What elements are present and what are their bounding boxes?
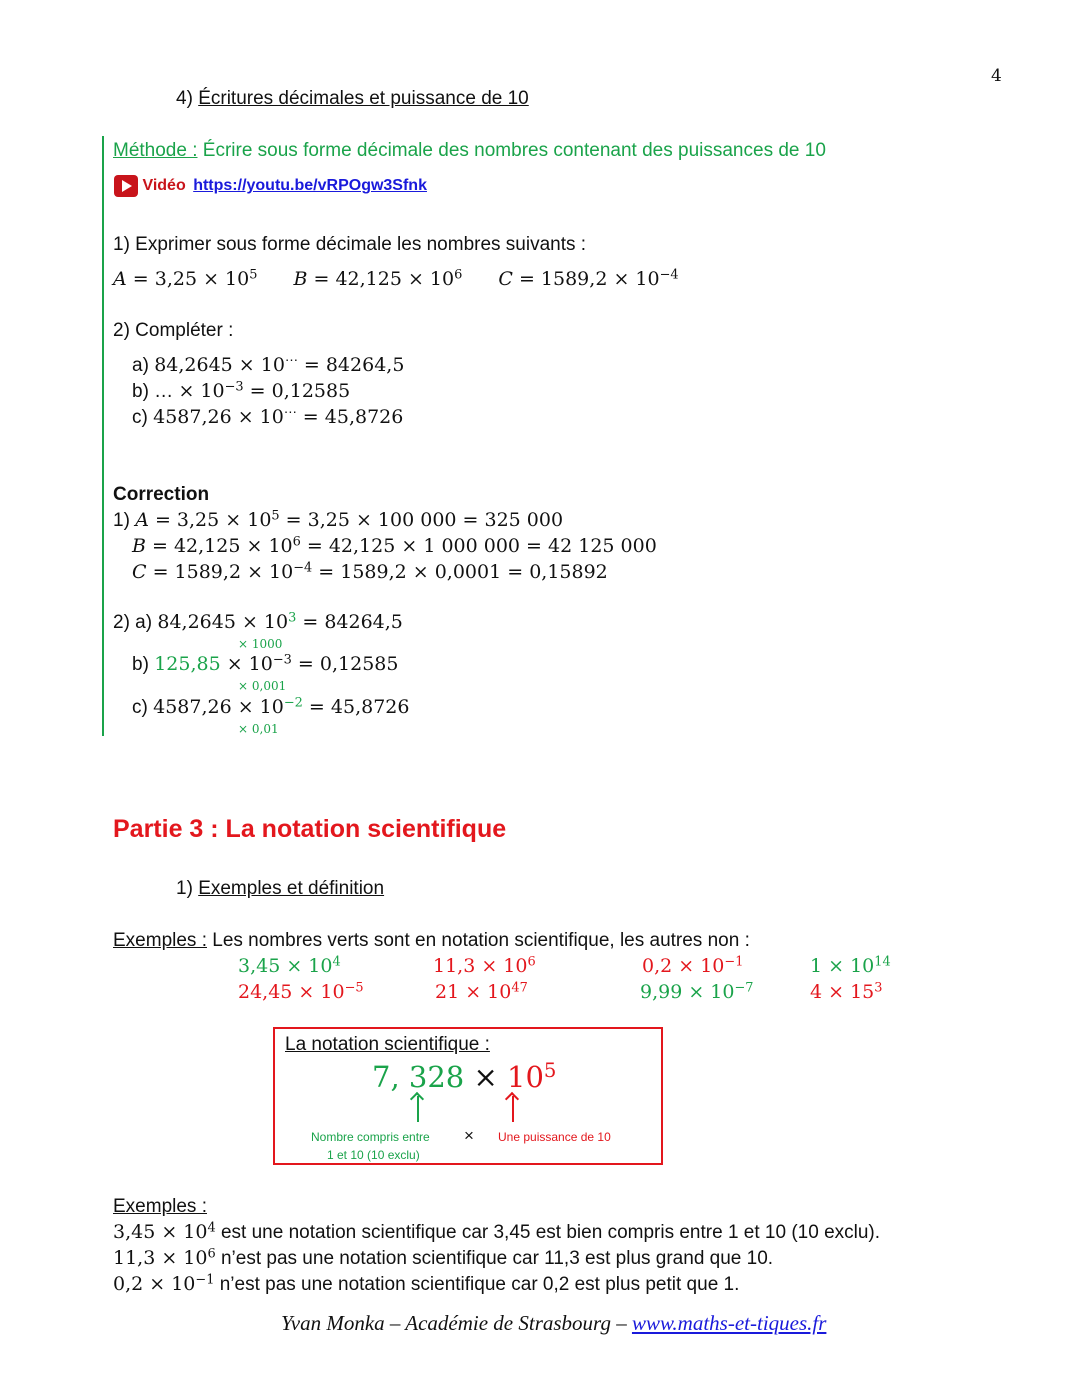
examples2-line-2-text: n’est pas une notation scientifique car 11,3 est plus grand que 10. [215,1248,774,1269]
section-heading [176,88,529,110]
video-label: Vidéo [142,177,186,195]
examples-text: Les nombres verts sont en notation scientifique, les autres non : [206,930,750,951]
example-2: $11,3 \times 10^6$ [433,954,536,977]
question-1: 1) Exprimer sous forme décimale les nombres suivants : [113,234,587,255]
example-1: $3,45 \times 10^4$ [238,954,341,977]
example-7: $9,99 \times 10^{-7}$ [640,980,754,1003]
expressions-abc: $A = 3,25 \times 10^5$ $B = 42,125 \times 10^6$ $C = 1589,2 \times 10^{-4}$ [113,267,679,290]
examples2-line-1-text: est une notation scientifique car 3,45 est bien compris entre 1 et 10 (10 exclu). [215,1222,881,1243]
complete-b: b) … × $10^{-3} = 0,12585$ [132,379,351,402]
correction-a: 1) $A = 3,25 \times 10^5 = 3,25 \times 100$ 000 = 325 000 [113,508,564,531]
play-icon[interactable] [114,175,138,197]
hint-0001: × 0,001 [238,679,287,693]
subsection-title: Exemples et définition [198,878,385,899]
box-label-right: Une puissance de 10 [498,1130,611,1144]
method-label: Méthode : [113,140,198,161]
box-title: La notation scientifique : [285,1034,490,1055]
examples-label: Exemples : [113,930,207,951]
hint-1000: × 1000 [238,637,283,651]
example-5: $24,45 \times 10^{-5}$ [238,980,364,1003]
subsection-heading [176,878,384,900]
box-mantissa: 7, 328 [372,1060,465,1094]
examples2-line-3-text: n’est pas une notation scientifique car 0,2 est plus petit que 1. [214,1274,740,1295]
example-4: $1 \times 10^{14}$ [810,954,891,977]
box-label-left-2: 1 et 10 (10 exclu) [327,1148,420,1162]
video-row [114,175,427,197]
page-number: 4 [991,66,1002,86]
video-link[interactable]: https://youtu.be/vRPOgw3Sfnk [193,177,427,195]
box-label-left-1: Nombre compris entre [311,1130,430,1144]
method-title: Écrire sous forme décimale des nombres contenant des puissances de 10 [197,140,826,161]
box-power [507,1060,556,1094]
correction-c: $C = 1589,2 \times 10^{-4} = 1589,2 \times 0,0001 = 0,15892$ [132,560,608,583]
examples2-line-3: $0,2 \times 10^{-1}$ n’est pas une notation scientifique car 0,2 est plus petit que 1. [113,1272,740,1295]
correction-2c: c) $4587,26 \times 10^{-2} = 45,8726$ [132,695,410,718]
examples-intro [113,930,750,952]
partie-3-title: Partie 3 : La notation scientifique [113,815,507,843]
complete-c: c) 4587,26 × 10⋯ = 45,8726 [132,405,404,428]
example-8: $4 \times 15^3$ [810,980,883,1003]
green-up-arrow-icon [417,1096,419,1122]
box-power-base: 10 [507,1060,544,1094]
box-formula [372,1060,556,1094]
section-title: Écritures décimales et puissance de 10 [198,88,529,109]
box-power-exp: 5 [543,1059,557,1083]
complete-a: a) 84,2645 × 10⋯ = 84264,5 [132,353,405,376]
example-6: $21 \times 10^{47}$ [435,980,528,1003]
footer-link[interactable]: www.maths-et-tiques.fr [631,1311,827,1335]
method-left-border [102,136,104,736]
box-label-mid: × [464,1126,474,1145]
correction-b: $B = 42,125 \times 10^6 = 42,125 \times 1$ 000 000 = 42 125 000 [132,534,657,557]
footer-text: Yvan Monka – Académie de Strasbourg – [281,1311,632,1335]
example-3: $0,2 \times 10^{-1}$ [642,954,744,977]
subsection-number: 1) [176,878,199,899]
footer [281,1311,826,1336]
hint-001: × 0,01 [238,722,279,736]
section-number: 4) [176,88,199,109]
correction-title: Correction [113,484,210,505]
correction-2a: 2) a) $84,2645 \times 10^3 = 84264,5$ [113,610,403,633]
box-times: × [473,1060,498,1094]
correction-2b: b) $125,85 \times 10^{-3} = 0,12585$ [132,652,399,675]
question-2: 2) Compléter : [113,320,234,341]
red-up-arrow-icon [512,1096,514,1122]
examples2-label: Exemples : [113,1196,207,1217]
examples2-line-2: $11,3 \times 10^6$ n’est pas une notation scientifique car 11,3 est plus grand que 10. [113,1246,774,1269]
examples2-line-1: $3,45 \times 10^4$ est une notation scientifique car 3,45 est bien compris entre 1 et 10 (10 exclu). [113,1220,881,1243]
method-heading [113,140,826,162]
